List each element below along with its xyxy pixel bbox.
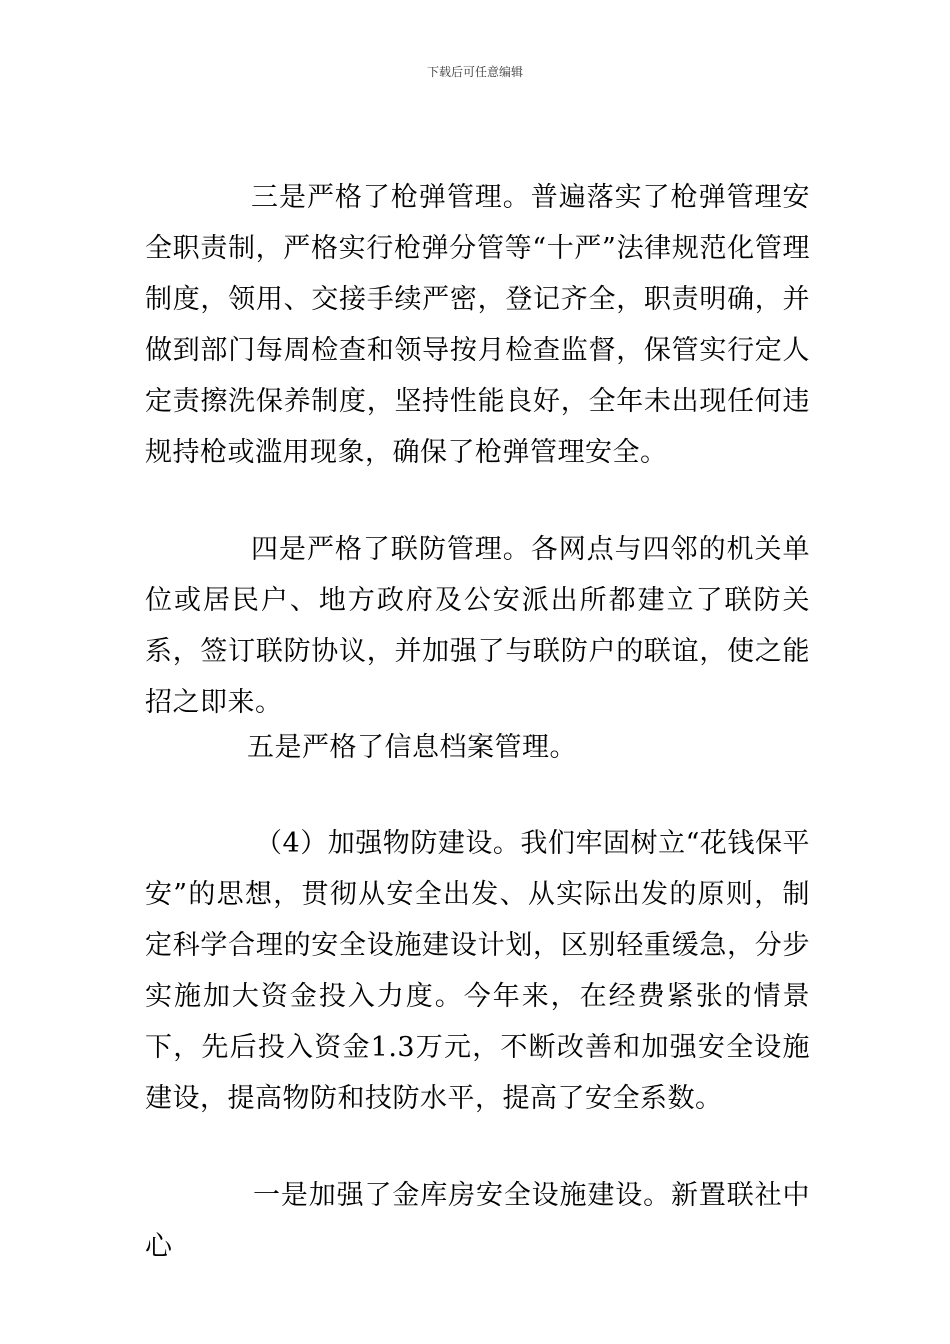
paragraph-gun-ammunition-management: 三是严格了枪弹管理。普遍落实了枪弹管理安全职责制，严格实行枪弹分管等“十严”法律规范化管理制度，领用、交接手续严密，登记齐全，职责明确，并做到部门每周检查和领导按月检查监督，保管实行定人定责擦洗保养制度，坚持性能良好，全年未出现任何违规持枪或滥用现象，确保了枪弹管理安全。: [145, 182, 810, 468]
paragraph-joint-defense-management: 四是严格了联防管理。各网点与四邻的机关单位或居民户、地方政府及公安派出所都建立了联防关系，签订联防协议，并加强了与联防户的联谊，使之能招之即来。: [145, 534, 810, 718]
page-header: 下载后可任意编辑: [426, 65, 523, 79]
paragraph-vault-security-facilities: 一是加强了金库房安全设施建设。新置联社中心: [145, 1180, 810, 1262]
paragraph-information-archive-management: 五是严格了信息档案管理。: [247, 732, 577, 763]
paragraph-physical-defense-construction: （4）加强物防建设。我们牢固树立“花钱保平安”的思想，贯彻从安全出发、从实际出发的原则，制定科学合理的安全设施建设计划，区别轻重缓急，分步实施加大资金投入力度。今年来，在经费紧张的情景下，先后投入资金1.3万元，不断改善和加强安全设施建设，提高物防和技防水平，提高了安全系数。: [145, 828, 810, 1114]
